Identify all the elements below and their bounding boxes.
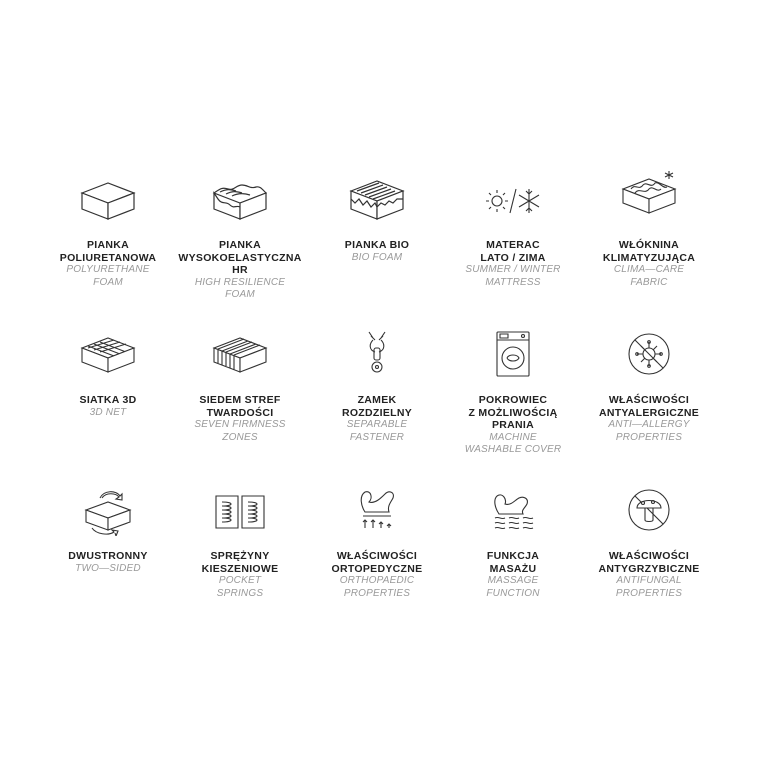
feature-label-en: ZONES — [222, 431, 258, 443]
feature-label-en: FUNCTION — [486, 587, 540, 599]
polyurethane-foam-block-icon — [78, 175, 138, 225]
sun-snowflake-icon — [483, 175, 543, 225]
feature-label-en: MATTRESS — [485, 276, 541, 288]
feature-label-en: SUMMER / WINTER — [465, 264, 561, 275]
feature-label-en: ANTIFUNGAL — [616, 575, 682, 586]
feature-label-pl: LATO / ZIMA — [480, 251, 546, 264]
feature-label-en: FOAM — [93, 276, 123, 288]
feature-label-pl: TWARDOŚCI — [206, 406, 274, 419]
feature-label-en: CLIMA—CARE — [613, 264, 685, 275]
feature-label-en: MACHINE — [489, 431, 537, 443]
feature-label-pl: ROZDZIELNY — [341, 406, 413, 419]
feature-label-en: ORTHOPAEDIC — [339, 575, 415, 586]
feature-label-pl: WŁAŚCIWOŚCI — [336, 550, 418, 562]
seven-zones-block-icon — [210, 330, 270, 380]
feature-label-en: PROPERTIES — [615, 431, 683, 443]
feature-label-pl: PIANKA — [218, 239, 262, 251]
feature-label-en: PROPERTIES — [615, 587, 683, 599]
feature-label-en: TWO—SIDED — [75, 562, 141, 574]
feature-label-pl: ANTYGRZYBICZNE — [598, 562, 700, 575]
antifungal-icon — [619, 486, 679, 536]
feature-label-pl: ZAMEK — [357, 394, 397, 406]
feature-label-pl: WYSOKOELASTYCZNA — [178, 251, 302, 264]
feature-label-en: FASTENER — [349, 431, 405, 443]
feature-label-en: FOAM — [225, 289, 255, 300]
feature-label-en: FABRIC — [630, 276, 668, 288]
bio-foam-block-icon — [347, 175, 407, 225]
feature-label-pl: MATERAC — [486, 239, 540, 251]
feature-label-pl: PIANKA BIO — [344, 239, 410, 251]
feature-label-pl: FUNKCJA — [486, 550, 540, 562]
feature-label-en: SEVEN FIRMNESS — [194, 419, 286, 430]
zipper-icon — [347, 330, 407, 380]
orthopaedic-body-icon — [347, 486, 407, 536]
feature-label-pl: ORTOPEDYCZNE — [331, 562, 423, 575]
feature-label-en: BIO FOAM — [351, 251, 403, 263]
feature-label-pl: SPRĘŻYNY — [210, 550, 270, 562]
feature-label-pl: DWUSTRONNY — [68, 550, 148, 562]
feature-label-pl: MASAŻU — [489, 562, 537, 575]
feature-label-pl: POKROWIEC — [478, 394, 548, 406]
feature-label-pl: PRANIA — [491, 419, 535, 431]
feature-label-pl: PIANKA — [86, 239, 130, 251]
massage-function-icon — [483, 486, 543, 536]
feature-label-pl: SIEDEM STREF — [199, 394, 281, 406]
feature-label-pl: KLIMATYZUJĄCA — [602, 251, 696, 264]
feature-label-pl: WŁAŚCIWOŚCI — [608, 394, 690, 406]
feature-label-en: SPRINGS — [216, 587, 264, 599]
feature-label-pl: Z MOŻLIWOŚCIĄ — [468, 406, 558, 419]
feature-label-en: POCKET — [218, 575, 262, 586]
pocket-springs-icon — [210, 486, 270, 536]
feature-label-en: POLYURETHANE — [66, 264, 150, 275]
feature-label-en: 3D NET — [89, 406, 127, 418]
feature-label-en: SEPARABLE — [346, 419, 408, 430]
3d-net-block-icon — [78, 330, 138, 380]
feature-label-en: WASHABLE COVER — [464, 444, 562, 455]
feature-label-pl: WŁÓKNINA — [618, 239, 680, 251]
feature-label-en: ANTI—ALLERGY — [608, 419, 690, 430]
feature-label-pl: HR — [232, 264, 248, 276]
feature-label-en: HIGH RESILIENCE — [194, 276, 286, 288]
feature-label-pl: WŁAŚCIWOŚCI — [608, 550, 690, 562]
feature-label-pl: SIATKA 3D — [79, 394, 137, 406]
anti-allergy-icon — [619, 330, 679, 380]
clima-care-fabric-icon — [619, 167, 679, 217]
feature-label-pl: POLIURETANOWA — [59, 251, 157, 264]
feature-label-en: MASSAGE — [487, 575, 539, 586]
feature-label-pl: ANTYALERGICZNE — [598, 406, 700, 419]
feature-label-pl: KIESZENIOWE — [201, 562, 279, 575]
feature-label-en: PROPERTIES — [343, 587, 411, 599]
washing-machine-icon — [483, 330, 543, 380]
two-sided-rotate-icon — [78, 486, 138, 536]
high-resilience-foam-block-icon — [210, 175, 270, 225]
